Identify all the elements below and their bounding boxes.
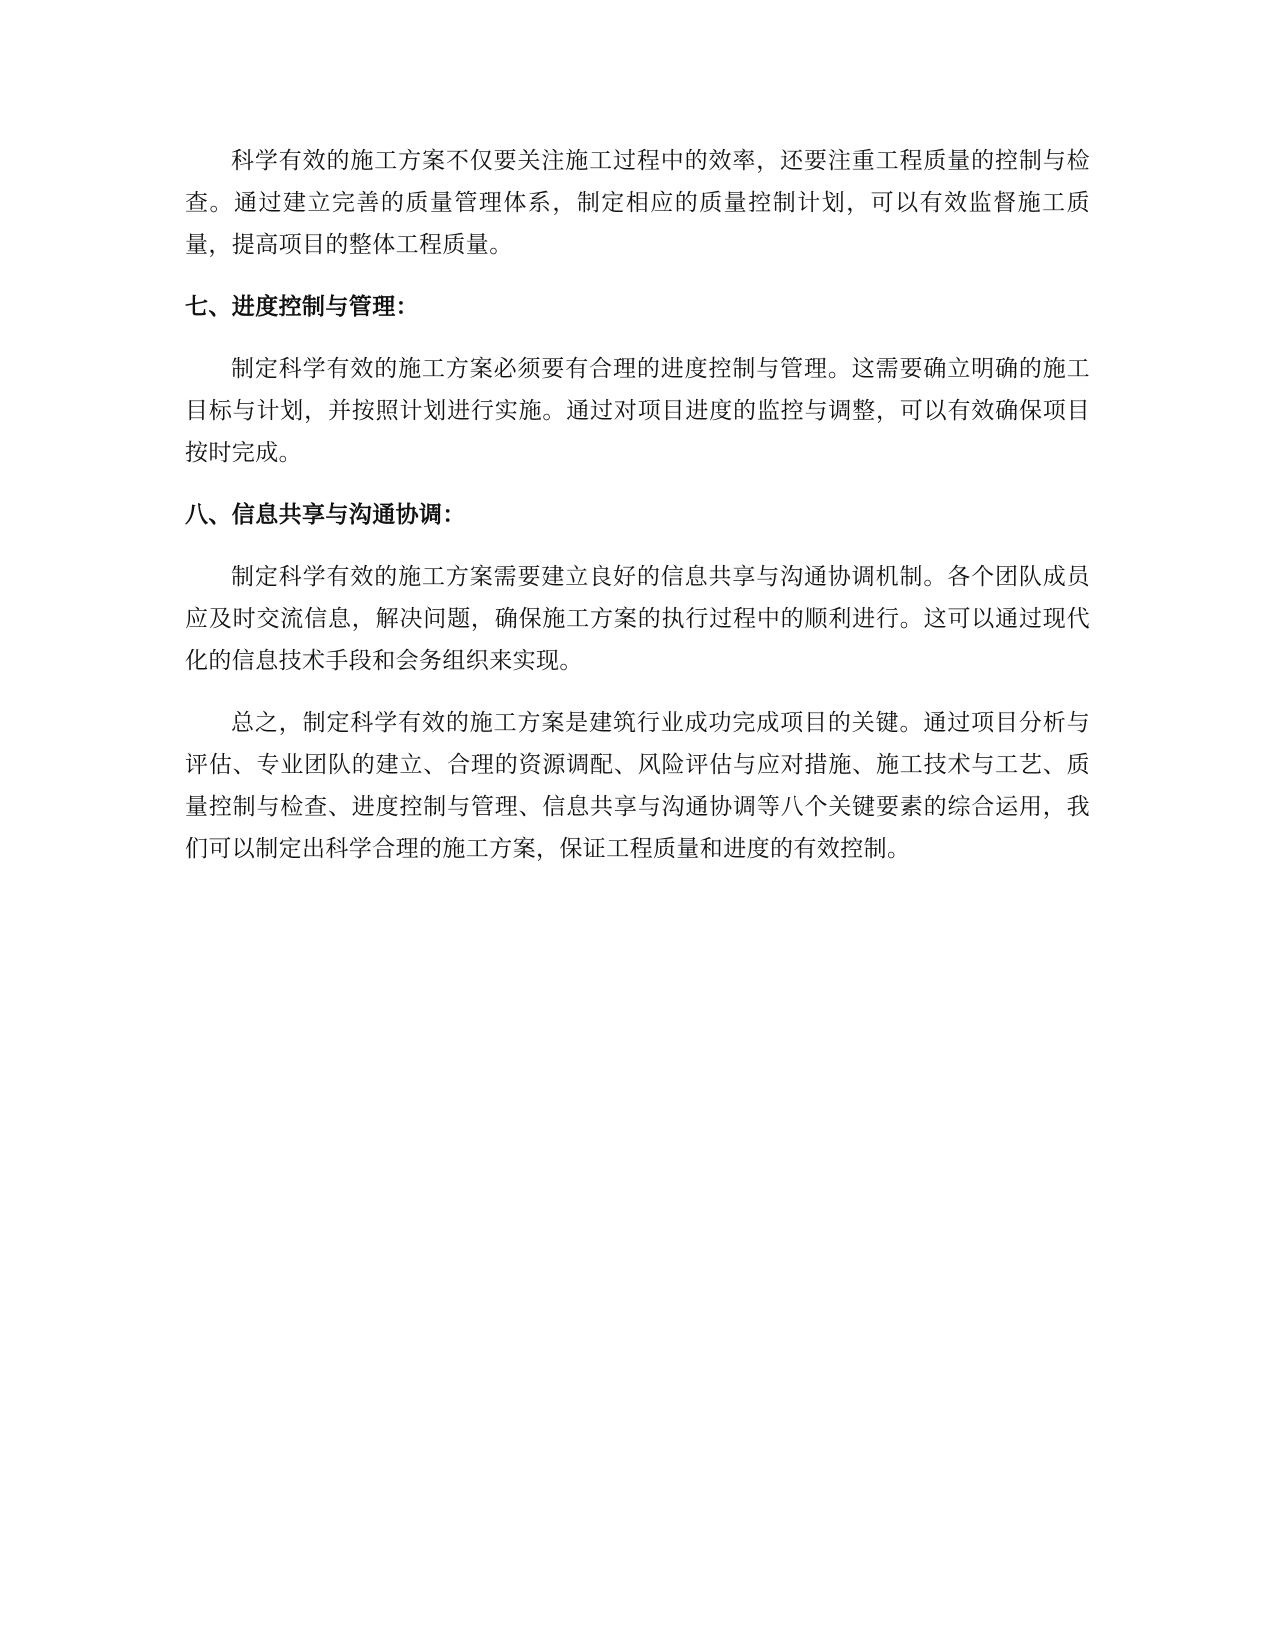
- paragraph-progress-control: 制定科学有效的施工方案必须要有合理的进度控制与管理。这需要确立明确的施工目标与计划，并按照计划进行实施。通过对项目进度的监控与调整，可以有效确保项目按时完成。: [185, 356, 1090, 466]
- paragraph-conclusion: 总之，制定科学有效的施工方案是建筑行业成功完成项目的关键。通过项目分析与评估、专业团队的建立、合理的资源调配、风险评估与应对措施、施工技术与工艺、质量控制与检查、进度控制与管理、信息共享与沟通协调等八个关键要素的综合运用，我们可以制定出科学合理的施工方案，保证工程质量和进度的有效控制。: [185, 710, 1090, 862]
- spacer: [185, 328, 1090, 348]
- spacer: [185, 474, 1090, 494]
- section-heading-progress-control: 七、进度控制与管理：: [185, 294, 419, 320]
- paragraph-quality-control: 科学有效的施工方案不仅要关注施工过程中的效率，还要注重工程质量的控制与检查。通过建立完善的质量管理体系，制定相应的质量控制计划，可以有效监督施工质量，提高项目的整体工程质量。: [185, 148, 1090, 258]
- spacer: [185, 536, 1090, 556]
- document-body: [185, 140, 1090, 870]
- spacer: [185, 682, 1090, 702]
- paragraph-information-sharing: 制定科学有效的施工方案需要建立良好的信息共享与沟通协调机制。各个团队成员应及时交流信息，解决问题，确保施工方案的执行过程中的顺利进行。这可以通过现代化的信息技术手段和会务组织来实现。: [185, 564, 1090, 674]
- spacer: [185, 266, 1090, 286]
- section-heading-information-sharing: 八、信息共享与沟通协调：: [185, 502, 466, 528]
